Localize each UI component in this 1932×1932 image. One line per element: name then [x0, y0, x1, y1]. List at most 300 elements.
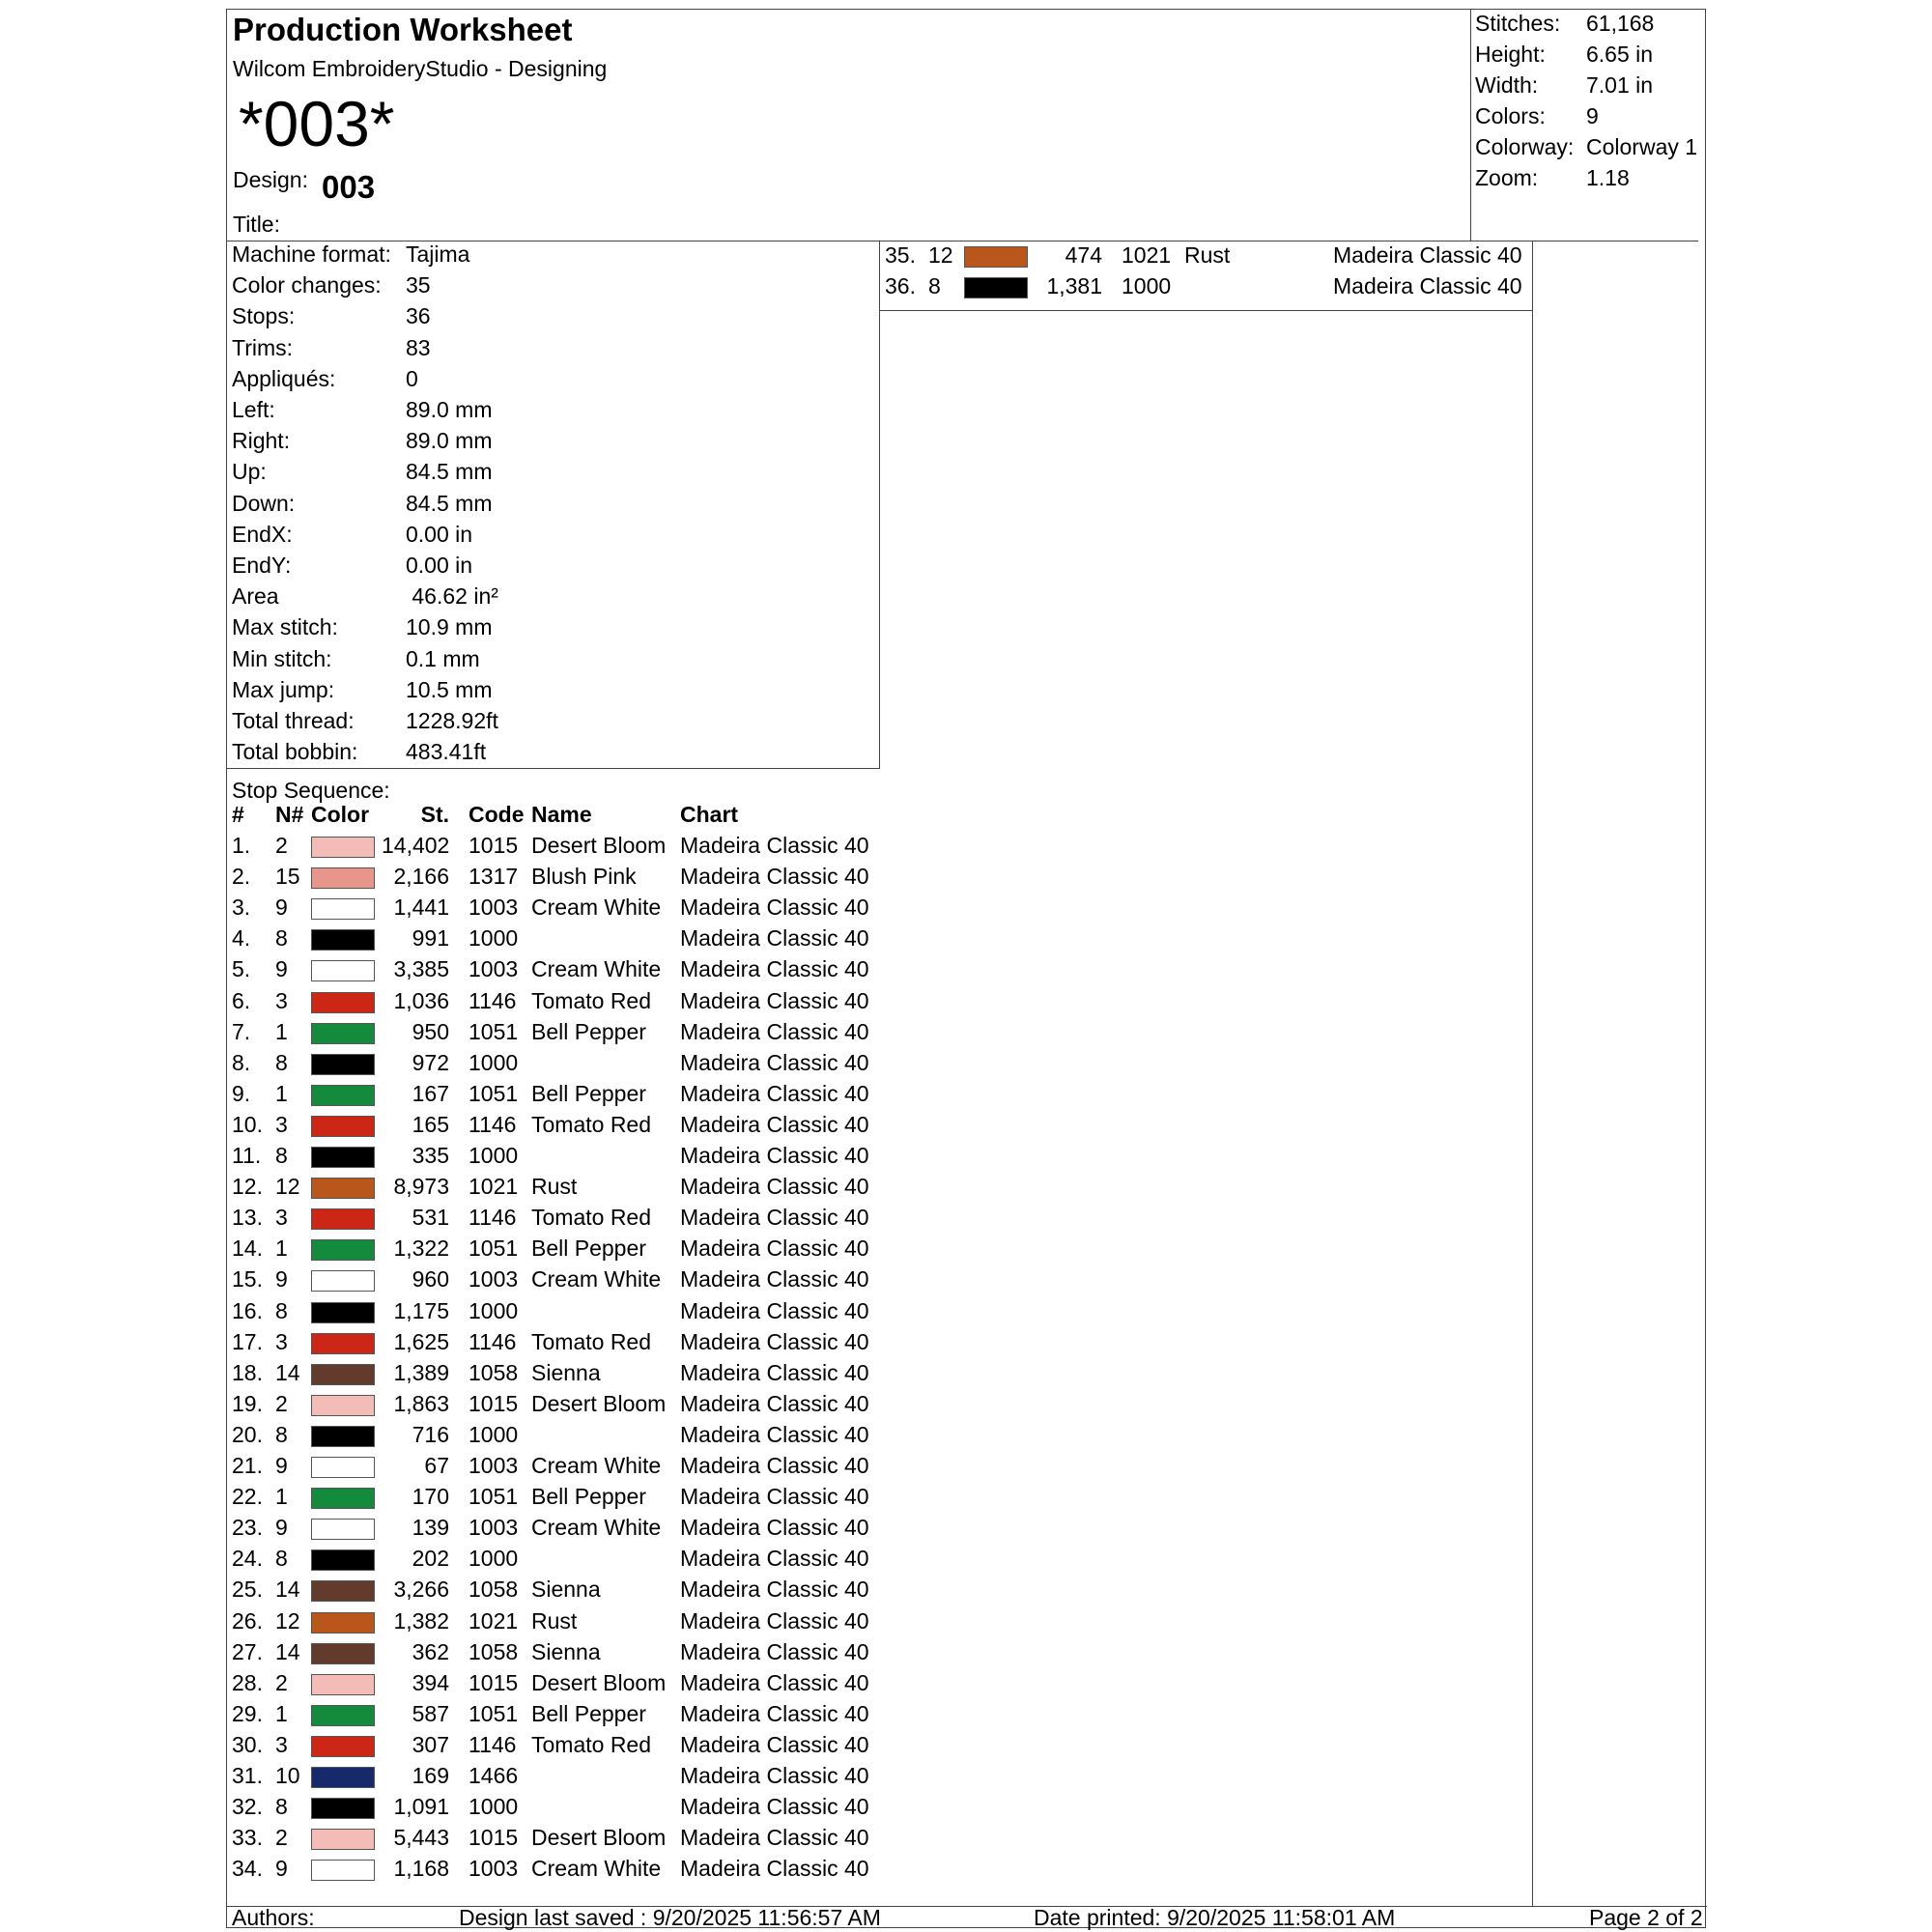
stat-row — [232, 553, 472, 579]
cell-n: 9 — [275, 1453, 288, 1478]
cell-n: 2 — [275, 1669, 288, 1695]
table-row — [227, 1577, 880, 1607]
cell-st: 972 — [412, 1049, 449, 1075]
cell-num: 31. — [232, 1763, 263, 1788]
color-swatch — [311, 1457, 375, 1478]
cell-code: 1146 — [469, 1111, 517, 1137]
cell-chart: Madeira Classic 40 — [680, 987, 869, 1013]
cell-name: Cream White — [531, 895, 662, 921]
stat-row — [232, 583, 498, 610]
table-end-rule — [880, 310, 1533, 311]
column-header-chart: Chart — [680, 802, 739, 827]
cell-name: Tomato Red — [531, 1205, 652, 1231]
color-swatch — [311, 1239, 375, 1261]
cell-num: 29. — [232, 1700, 263, 1726]
stat-value: 35 — [406, 272, 431, 298]
design-code-large: *003* — [239, 88, 395, 159]
cell-chart: Madeira Classic 40 — [1333, 273, 1522, 298]
cell-st: 474 — [1065, 242, 1102, 268]
color-swatch — [311, 837, 375, 858]
stat-label: Appliqués: — [232, 365, 336, 391]
cell-code: 1003 — [469, 1856, 519, 1882]
cell-chart: Madeira Classic 40 — [680, 1205, 869, 1231]
cell-n: 8 — [928, 273, 941, 298]
stat-value: 0.00 in — [406, 553, 473, 578]
cell-code: 1000 — [1122, 273, 1172, 298]
title-label: Title: — [233, 212, 280, 237]
cell-n: 2 — [275, 833, 288, 858]
cell-chart: Madeira Classic 40 — [680, 956, 869, 982]
cell-n: 14 — [275, 1359, 300, 1385]
table-row — [227, 1701, 880, 1732]
cell-code: 1146 — [469, 1328, 517, 1354]
stat-value: 0 — [406, 365, 418, 391]
cell-num: 16. — [232, 1297, 263, 1323]
stat-row — [232, 491, 492, 517]
stat-label: Max stitch: — [232, 614, 338, 640]
cell-name: Bell Pepper — [531, 1700, 646, 1726]
cell-num: 28. — [232, 1669, 263, 1695]
cell-st: 1,625 — [393, 1328, 449, 1354]
cell-num: 30. — [232, 1731, 263, 1757]
summary-row — [1475, 165, 1630, 191]
cell-n: 8 — [275, 1421, 288, 1447]
color-swatch — [311, 1549, 375, 1571]
stat-row — [232, 272, 431, 298]
table-row — [880, 273, 1533, 304]
cell-n: 3 — [275, 1328, 288, 1354]
cell-num: 14. — [232, 1236, 263, 1262]
table-row — [227, 1515, 880, 1546]
table-row — [227, 1174, 880, 1205]
stat-value: 10.9 mm — [406, 614, 493, 640]
table-row — [227, 1112, 880, 1143]
cell-code: 1146 — [469, 1731, 517, 1757]
cell-st: 67 — [424, 1453, 449, 1478]
cell-code: 1003 — [469, 1515, 519, 1541]
cell-st: 362 — [412, 1638, 449, 1664]
table-row — [227, 925, 880, 956]
stat-label: Max jump: — [232, 676, 335, 702]
cell-chart: Madeira Classic 40 — [680, 1421, 869, 1447]
color-swatch — [311, 898, 375, 920]
cell-name: Bell Pepper — [531, 1484, 646, 1510]
cell-st: 307 — [412, 1731, 449, 1757]
cell-chart: Madeira Classic 40 — [680, 1080, 869, 1106]
summary-value: 9 — [1586, 103, 1599, 128]
cell-st: 169 — [412, 1763, 449, 1788]
design-value: 003 — [322, 169, 376, 205]
cell-st: 394 — [412, 1669, 449, 1695]
table-row — [227, 1608, 880, 1639]
stat-row — [232, 397, 492, 423]
stat-label: EndY: — [232, 553, 292, 578]
cell-name: Rust — [531, 1607, 578, 1634]
color-swatch — [311, 1364, 375, 1385]
cell-n: 3 — [275, 1731, 288, 1757]
cell-st: 139 — [412, 1515, 449, 1541]
summary-row — [1475, 103, 1599, 129]
table-row — [227, 1856, 880, 1887]
cell-chart: Madeira Classic 40 — [680, 1546, 869, 1572]
cell-num: 13. — [232, 1205, 263, 1231]
cell-code: 1051 — [469, 1080, 519, 1106]
color-swatch — [311, 1302, 375, 1323]
cell-n: 1 — [275, 1236, 288, 1262]
cell-code: 1003 — [469, 895, 519, 921]
cell-chart: Madeira Classic 40 — [680, 1236, 869, 1262]
cell-num: 10. — [232, 1111, 263, 1137]
cell-chart: Madeira Classic 40 — [680, 1825, 869, 1851]
cell-n: 3 — [275, 987, 288, 1013]
color-swatch — [311, 929, 375, 951]
cell-st: 1,441 — [393, 895, 449, 921]
cell-name: Bell Pepper — [531, 1236, 646, 1262]
table-row — [227, 1546, 880, 1577]
stat-row — [232, 646, 480, 672]
cell-chart: Madeira Classic 40 — [680, 1143, 869, 1168]
stat-row — [232, 739, 486, 765]
color-swatch — [311, 992, 375, 1013]
table-row — [227, 1081, 880, 1112]
stat-label: Right: — [232, 428, 291, 454]
cell-st: 716 — [412, 1421, 449, 1447]
color-swatch — [311, 1519, 375, 1540]
table-row — [227, 956, 880, 987]
cell-name: Blush Pink — [531, 864, 637, 890]
cell-chart: Madeira Classic 40 — [680, 1453, 869, 1478]
color-swatch — [311, 1705, 375, 1726]
cell-n: 9 — [275, 1266, 288, 1293]
design-stats — [227, 241, 880, 769]
cell-num: 35. — [885, 242, 916, 268]
cell-name: Tomato Red — [531, 1328, 652, 1354]
stat-value: 36 — [406, 303, 431, 329]
table-row — [227, 1763, 880, 1794]
cell-code: 1000 — [469, 1794, 519, 1820]
cell-num: 20. — [232, 1421, 263, 1447]
cell-n: 1 — [275, 1700, 288, 1726]
cell-code: 1000 — [469, 1546, 519, 1572]
column-header-color: Color — [311, 802, 370, 827]
cell-st: 14,402 — [382, 833, 450, 858]
cell-st: 960 — [412, 1266, 449, 1293]
cell-code: 1003 — [469, 956, 519, 982]
cell-chart: Madeira Classic 40 — [680, 925, 869, 952]
cell-chart: Madeira Classic 40 — [1333, 242, 1522, 268]
color-swatch — [311, 1426, 375, 1447]
stat-label: Stops: — [232, 303, 296, 329]
cell-n: 1 — [275, 1080, 288, 1106]
page-number: Page 2 of 2 — [1589, 1905, 1703, 1930]
cell-name: Desert Bloom — [531, 833, 667, 858]
cell-code: 1000 — [469, 1297, 519, 1323]
stop-sequence-continued — [880, 241, 1533, 1906]
summary-row — [1475, 134, 1697, 160]
table-row — [227, 833, 880, 864]
cell-st: 531 — [412, 1205, 449, 1231]
column-header-name: Name — [531, 802, 592, 827]
color-swatch — [964, 246, 1028, 268]
cell-name: Sienna — [531, 1577, 601, 1603]
cell-code: 1051 — [469, 1018, 519, 1044]
cell-chart: Madeira Classic 40 — [680, 1390, 869, 1416]
stat-row — [232, 366, 418, 392]
cell-chart: Madeira Classic 40 — [680, 1174, 869, 1200]
cell-n: 2 — [275, 1390, 288, 1416]
stat-value: 84.5 mm — [406, 459, 493, 485]
cell-chart: Madeira Classic 40 — [680, 1763, 869, 1788]
cell-chart: Madeira Classic 40 — [680, 1700, 869, 1726]
table-row — [227, 1329, 880, 1360]
cell-num: 23. — [232, 1515, 263, 1541]
cell-n: 9 — [275, 1515, 288, 1541]
cell-name: Desert Bloom — [531, 1825, 667, 1851]
color-swatch — [311, 867, 375, 889]
column-header-code: Code — [469, 802, 525, 827]
cell-st: 991 — [412, 925, 449, 952]
color-swatch — [311, 1054, 375, 1075]
app-subtitle: Wilcom EmbroideryStudio - Designing — [233, 56, 608, 81]
stat-value: 0.1 mm — [406, 645, 480, 671]
design-label: Design: — [233, 167, 308, 192]
last-saved: Design last saved : 9/20/2025 11:56:57 AM — [459, 1905, 881, 1930]
summary-label: Stitches: — [1475, 11, 1561, 36]
color-swatch — [311, 1643, 375, 1664]
cell-num: 5. — [232, 956, 251, 982]
cell-code: 1021 — [469, 1174, 519, 1200]
cell-code: 1000 — [469, 1143, 519, 1168]
cell-num: 1. — [232, 833, 251, 858]
stat-label: Left: — [232, 397, 275, 422]
table-row — [227, 1205, 880, 1236]
cell-chart: Madeira Classic 40 — [680, 1266, 869, 1293]
color-swatch — [311, 1580, 375, 1602]
cell-code: 1003 — [469, 1266, 519, 1293]
cell-num: 7. — [232, 1018, 251, 1044]
stat-value: 10.5 mm — [406, 676, 493, 702]
cell-name: Bell Pepper — [531, 1080, 646, 1106]
authors-label: Authors: — [232, 1905, 315, 1930]
cell-n: 9 — [275, 895, 288, 921]
cell-chart: Madeira Classic 40 — [680, 1018, 869, 1044]
cell-n: 3 — [275, 1205, 288, 1231]
cell-code: 1003 — [469, 1453, 519, 1478]
cell-st: 2,166 — [393, 864, 449, 890]
cell-name: Rust — [1184, 242, 1231, 268]
cell-st: 587 — [412, 1700, 449, 1726]
stat-value: 84.5 mm — [406, 490, 493, 516]
cell-num: 26. — [232, 1607, 263, 1634]
color-swatch — [964, 277, 1028, 298]
cell-num: 4. — [232, 925, 251, 952]
color-swatch — [311, 1395, 375, 1416]
summary-label: Colorway: — [1475, 134, 1575, 159]
stat-label: Color changes: — [232, 272, 382, 298]
cell-n: 3 — [275, 1111, 288, 1137]
cell-code: 1015 — [469, 833, 519, 858]
cell-st: 1,382 — [393, 1607, 449, 1634]
cell-st: 170 — [412, 1484, 449, 1510]
cell-n: 1 — [275, 1018, 288, 1044]
cell-n: 8 — [275, 1143, 288, 1168]
color-swatch — [311, 1674, 375, 1695]
color-swatch — [311, 1116, 375, 1137]
cell-num: 18. — [232, 1359, 263, 1385]
stat-row — [232, 242, 469, 268]
color-swatch — [311, 1270, 375, 1292]
cell-chart: Madeira Classic 40 — [680, 1297, 869, 1323]
cell-chart: Madeira Classic 40 — [680, 1111, 869, 1137]
table-row — [227, 1453, 880, 1484]
table-row — [227, 1825, 880, 1856]
summary-panel — [1470, 10, 1708, 241]
stat-value: 0.00 in — [406, 521, 473, 547]
cell-n: 9 — [275, 1856, 288, 1882]
cell-st: 1,322 — [393, 1236, 449, 1262]
cell-num: 19. — [232, 1390, 263, 1416]
table-row — [227, 1391, 880, 1422]
cell-num: 2. — [232, 864, 251, 890]
cell-chart: Madeira Classic 40 — [680, 1731, 869, 1757]
stat-label: EndX: — [232, 521, 293, 547]
stat-row — [232, 708, 498, 734]
cell-n: 8 — [275, 925, 288, 952]
stat-value: 89.0 mm — [406, 428, 493, 454]
table-row — [227, 988, 880, 1019]
cell-name: Tomato Red — [531, 1111, 652, 1137]
stat-row — [232, 614, 492, 640]
cell-code: 1058 — [469, 1638, 519, 1664]
cell-code: 1000 — [469, 925, 519, 952]
table-row — [227, 1019, 880, 1050]
cell-code: 1000 — [469, 1421, 519, 1447]
cell-num: 15. — [232, 1266, 263, 1293]
cell-n: 12 — [275, 1174, 300, 1200]
cell-st: 3,385 — [393, 956, 449, 982]
header-left — [233, 10, 1489, 241]
table-row — [227, 1670, 880, 1701]
table-row — [227, 1143, 880, 1174]
cell-chart: Madeira Classic 40 — [680, 833, 869, 858]
color-swatch — [311, 1147, 375, 1168]
cell-chart: Madeira Classic 40 — [680, 1484, 869, 1510]
color-swatch — [311, 1736, 375, 1757]
stop-sequence-title: Stop Sequence: — [232, 778, 390, 803]
summary-value: 1.18 — [1586, 165, 1630, 190]
cell-chart: Madeira Classic 40 — [680, 1856, 869, 1882]
stat-value: 83 — [406, 334, 431, 360]
cell-num: 27. — [232, 1638, 263, 1664]
cell-n: 14 — [275, 1577, 300, 1603]
date-printed: Date printed: 9/20/2025 11:58:01 AM — [1034, 1905, 1396, 1930]
stat-row — [232, 335, 431, 361]
page-title: Production Worksheet — [233, 12, 573, 47]
summary-value: 6.65 in — [1586, 42, 1654, 67]
summary-value: 61,168 — [1586, 11, 1655, 36]
cell-code: 1015 — [469, 1669, 519, 1695]
color-swatch — [311, 1612, 375, 1634]
stat-label: Area — [232, 583, 279, 610]
table-row — [227, 1050, 880, 1081]
cell-chart: Madeira Classic 40 — [680, 1515, 869, 1541]
footer — [227, 1906, 1707, 1930]
cell-name: Cream White — [531, 1266, 662, 1293]
color-swatch — [311, 1023, 375, 1044]
table-row — [227, 1422, 880, 1453]
summary-label: Colors: — [1475, 103, 1546, 128]
stat-value: 89.0 mm — [406, 397, 493, 422]
cell-st: 950 — [412, 1018, 449, 1044]
cell-chart: Madeira Classic 40 — [680, 1359, 869, 1385]
cell-code: 1317 — [469, 864, 519, 890]
cell-name: Cream White — [531, 1453, 662, 1478]
cell-num: 21. — [232, 1453, 263, 1478]
cell-num: 33. — [232, 1825, 263, 1851]
column-header-n: N# — [275, 802, 304, 827]
cell-st: 1,389 — [393, 1359, 449, 1385]
cell-st: 167 — [412, 1080, 449, 1106]
stat-row — [232, 459, 492, 485]
cell-name: Sienna — [531, 1359, 601, 1385]
cell-st: 165 — [412, 1111, 449, 1137]
color-swatch — [311, 1208, 375, 1230]
summary-value: Colorway 1 — [1586, 134, 1698, 159]
cell-chart: Madeira Classic 40 — [680, 1577, 869, 1603]
cell-n: 12 — [275, 1607, 300, 1634]
cell-name: Cream White — [531, 1856, 662, 1882]
column-header-st: St. — [420, 802, 449, 827]
cell-st: 5,443 — [393, 1825, 449, 1851]
cell-chart: Madeira Classic 40 — [680, 1638, 869, 1664]
stat-row — [232, 522, 472, 548]
cell-chart: Madeira Classic 40 — [680, 864, 869, 890]
stat-label: Min stitch: — [232, 645, 332, 671]
summary-row — [1475, 11, 1654, 37]
cell-code: 1051 — [469, 1484, 519, 1510]
table-header — [227, 802, 880, 833]
cell-code: 1146 — [469, 987, 517, 1013]
cell-num: 3. — [232, 895, 251, 921]
cell-num: 8. — [232, 1049, 251, 1075]
cell-chart: Madeira Classic 40 — [680, 1669, 869, 1695]
cell-chart: Madeira Classic 40 — [680, 1794, 869, 1820]
table-row — [227, 1266, 880, 1297]
summary-label: Height: — [1475, 42, 1546, 67]
color-swatch — [311, 960, 375, 981]
cell-chart: Madeira Classic 40 — [680, 895, 869, 921]
table-row — [227, 1639, 880, 1670]
cell-name: Rust — [531, 1174, 578, 1200]
cell-n: 8 — [275, 1297, 288, 1323]
cell-name: Sienna — [531, 1638, 601, 1664]
cell-st: 3,266 — [393, 1577, 449, 1603]
cell-chart: Madeira Classic 40 — [680, 1049, 869, 1075]
cell-name: Bell Pepper — [531, 1018, 646, 1044]
stat-row — [232, 428, 492, 454]
column-header-num: # — [232, 802, 244, 827]
cell-num: 17. — [232, 1328, 263, 1354]
cell-chart: Madeira Classic 40 — [680, 1607, 869, 1634]
cell-name: Desert Bloom — [531, 1669, 667, 1695]
cell-code: 1058 — [469, 1577, 519, 1603]
cell-num: 11. — [232, 1143, 262, 1168]
cell-st: 335 — [412, 1143, 449, 1168]
header — [227, 10, 1698, 242]
cell-n: 2 — [275, 1825, 288, 1851]
cell-n: 8 — [275, 1794, 288, 1820]
table-row — [227, 1298, 880, 1329]
